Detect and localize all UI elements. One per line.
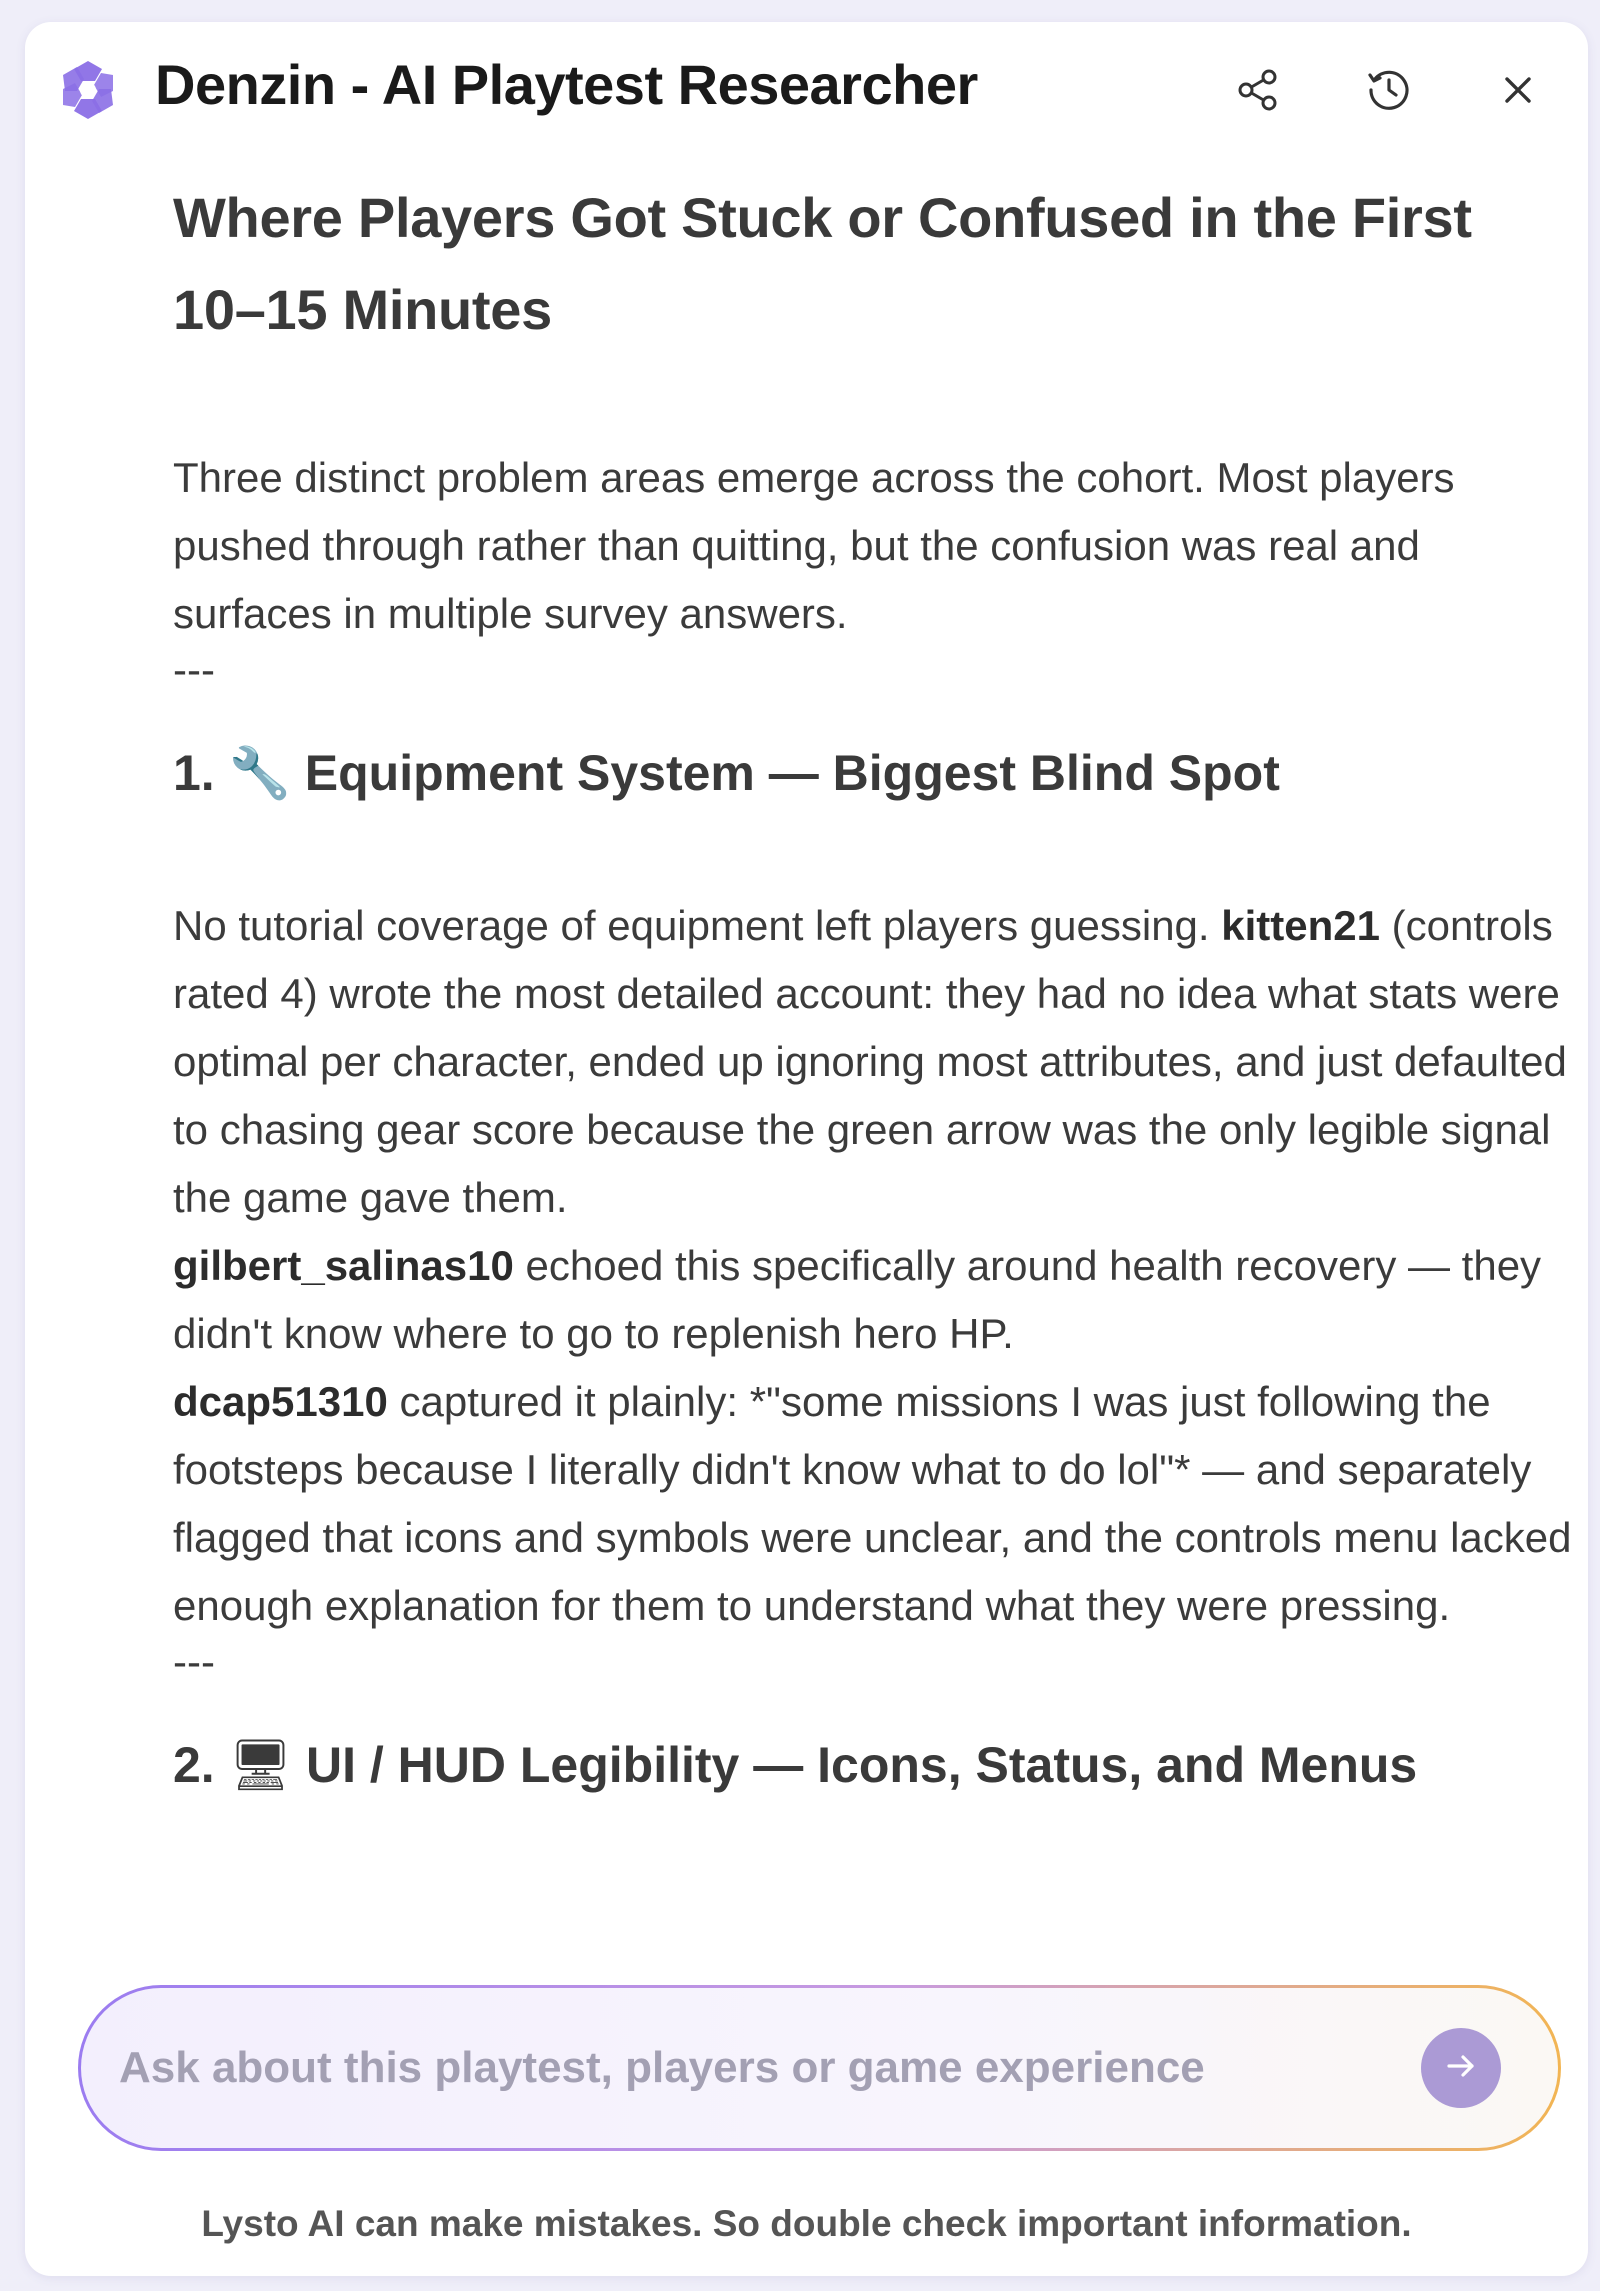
divider: --- — [173, 1638, 215, 1685]
chat-input-container — [78, 1985, 1561, 2151]
desktop-computer-icon: 🖥 — [228, 1736, 293, 1794]
close-icon — [1501, 73, 1535, 112]
close-button[interactable] — [1488, 62, 1548, 122]
player-name: kitten21 — [1221, 902, 1380, 949]
divider: --- — [173, 646, 215, 693]
section-body-equipment — [173, 892, 1573, 1640]
send-button[interactable] — [1421, 2028, 1501, 2108]
section-number: 1. — [173, 745, 215, 801]
body-text: captured it plainly: *"some missions I was just following the footsteps because I literally didn't know what to do lol"* — and separately flagged that icons and symbols were unclear, and the controls menu lacked enough explanation for them to understand what they were pressing. — [173, 1378, 1572, 1629]
wrench-icon: 🔧 — [228, 744, 291, 802]
message-content — [173, 172, 1573, 1922]
panel-header — [25, 22, 1588, 162]
section-title: Equipment System — Biggest Blind Spot — [304, 745, 1280, 801]
report-title: Where Players Got Stuck or Confused in the First 10–15 Minutes — [173, 186, 1472, 341]
app-title: Denzin - AI Playtest Researcher — [155, 53, 978, 116]
share-button[interactable] — [1228, 62, 1288, 122]
history-button[interactable] — [1359, 62, 1419, 122]
body-text: echoed this specifically around health recovery — they didn't know where to go to replenish hero HP. — [173, 1242, 1542, 1357]
section-number: 2. — [173, 1737, 215, 1793]
hexagon-flower-logo-icon — [55, 57, 121, 123]
disclaimer-text: Lysto AI can make mistakes. So double check important information. — [201, 2203, 1412, 2244]
chat-input[interactable] — [119, 1988, 1399, 2148]
player-name: gilbert_salinas10 — [173, 1242, 514, 1289]
body-text: (controls rated 4) wrote the most detailed account: they had no idea what stats were optimal per character, ended up ignoring most attributes, and just defaulted to chasing gear score because the green arrow was the only legible signal the game gave them. — [173, 902, 1567, 1221]
chat-input-inner — [81, 1988, 1558, 2148]
arrow-right-icon — [1441, 2046, 1481, 2091]
intro-paragraph: Three distinct problem areas emerge across the cohort. Most players pushed through rather than quitting, but the confusion was real and surfaces in multiple survey answers. — [173, 454, 1455, 637]
section-title: UI / HUD Legibility — Icons, Status, and Menus — [306, 1737, 1418, 1793]
chat-panel — [25, 22, 1588, 2276]
history-icon — [1366, 67, 1412, 118]
player-name: dcap51310 — [173, 1378, 388, 1425]
section-heading-ui-hud — [173, 1730, 1573, 1800]
section-heading-equipment — [173, 738, 1573, 808]
body-text: No tutorial coverage of equipment left players guessing. — [173, 902, 1222, 949]
share-icon — [1236, 68, 1280, 117]
